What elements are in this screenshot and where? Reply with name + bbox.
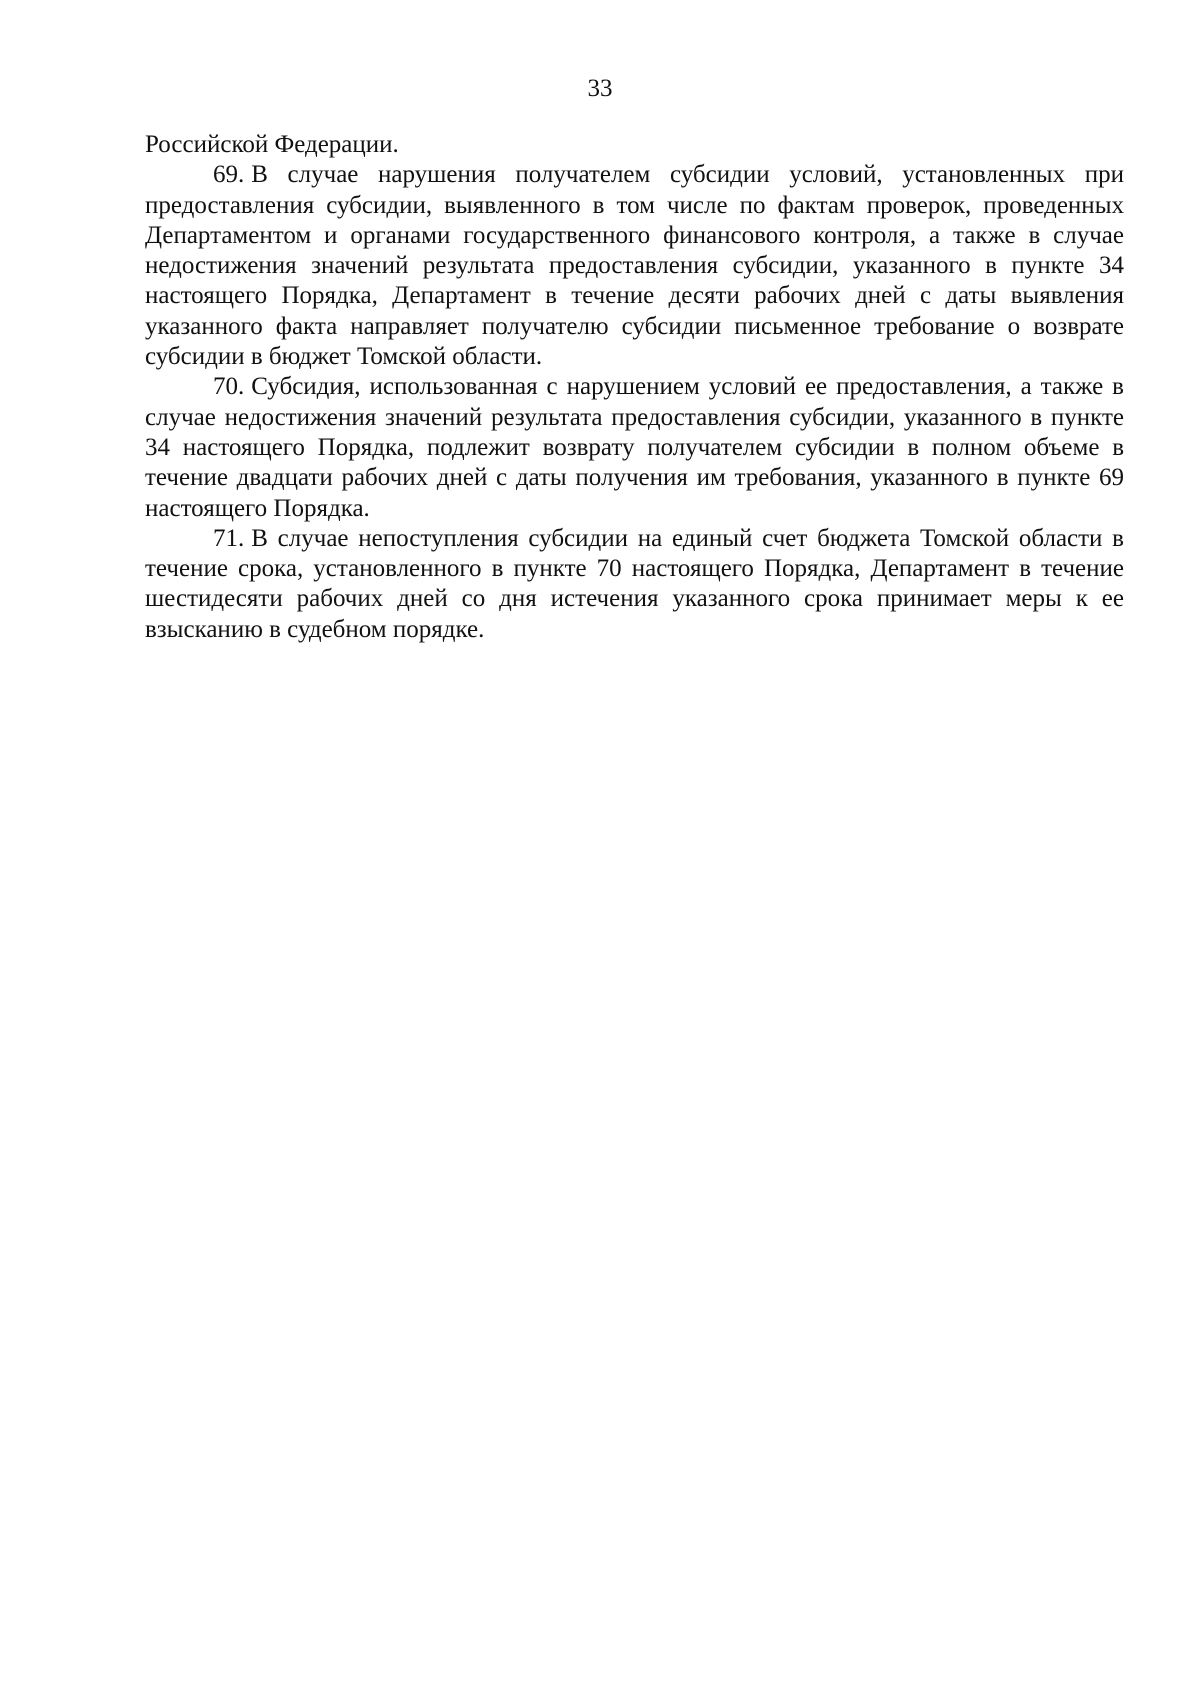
paragraph-70 bbox=[145, 372, 1124, 523]
paragraph-continuation bbox=[145, 130, 1124, 160]
page-number: 33 bbox=[587, 75, 613, 102]
document-body bbox=[145, 130, 1124, 645]
paragraph-number: 69. bbox=[213, 161, 245, 189]
paragraph-text: Российской Федерации. bbox=[145, 131, 399, 158]
paragraph-text: В случае непоступления субсидии на единый счет бюджета Томской области в течение срока, установленного в пункте 70 настоящего Порядка, Департамент в течение шестидесяти рабочих дней со дня истечения указанного срока принимает меры к ее взысканию в судебном порядке. bbox=[145, 524, 1124, 643]
paragraph-69 bbox=[145, 160, 1124, 372]
paragraph-number: 71. bbox=[213, 524, 245, 552]
paragraph-text: Субсидия, использованная с нарушением условий ее предоставления, а также в случае недостижения значений результата предоставления субсидии, указанного в пункте 34 настоящего Порядка, подлежит возврату получателем субсидии в полном объеме в течение двадцати рабочих дней с даты получения им требования, указанного в пункте 69 настоящего Порядка. bbox=[145, 373, 1124, 522]
paragraph-number: 70. bbox=[213, 373, 245, 401]
paragraph-71 bbox=[145, 524, 1124, 645]
paragraph-text: В случае нарушения получателем субсидии условий, установленных при предоставления субсидии, выявленного в том числе по фактам проверок, проведенных Департаментом и органами государственного финансового контроля, а также в случае недостижения значений результата предоставления субсидии, указанного в пункте 34 настоящего Порядка, Департамент в течение десяти рабочих дней с даты выявления указанного факта направляет получателю субсидии письменное требование о возврате субсидии в бюджет Томской области. bbox=[145, 161, 1124, 371]
